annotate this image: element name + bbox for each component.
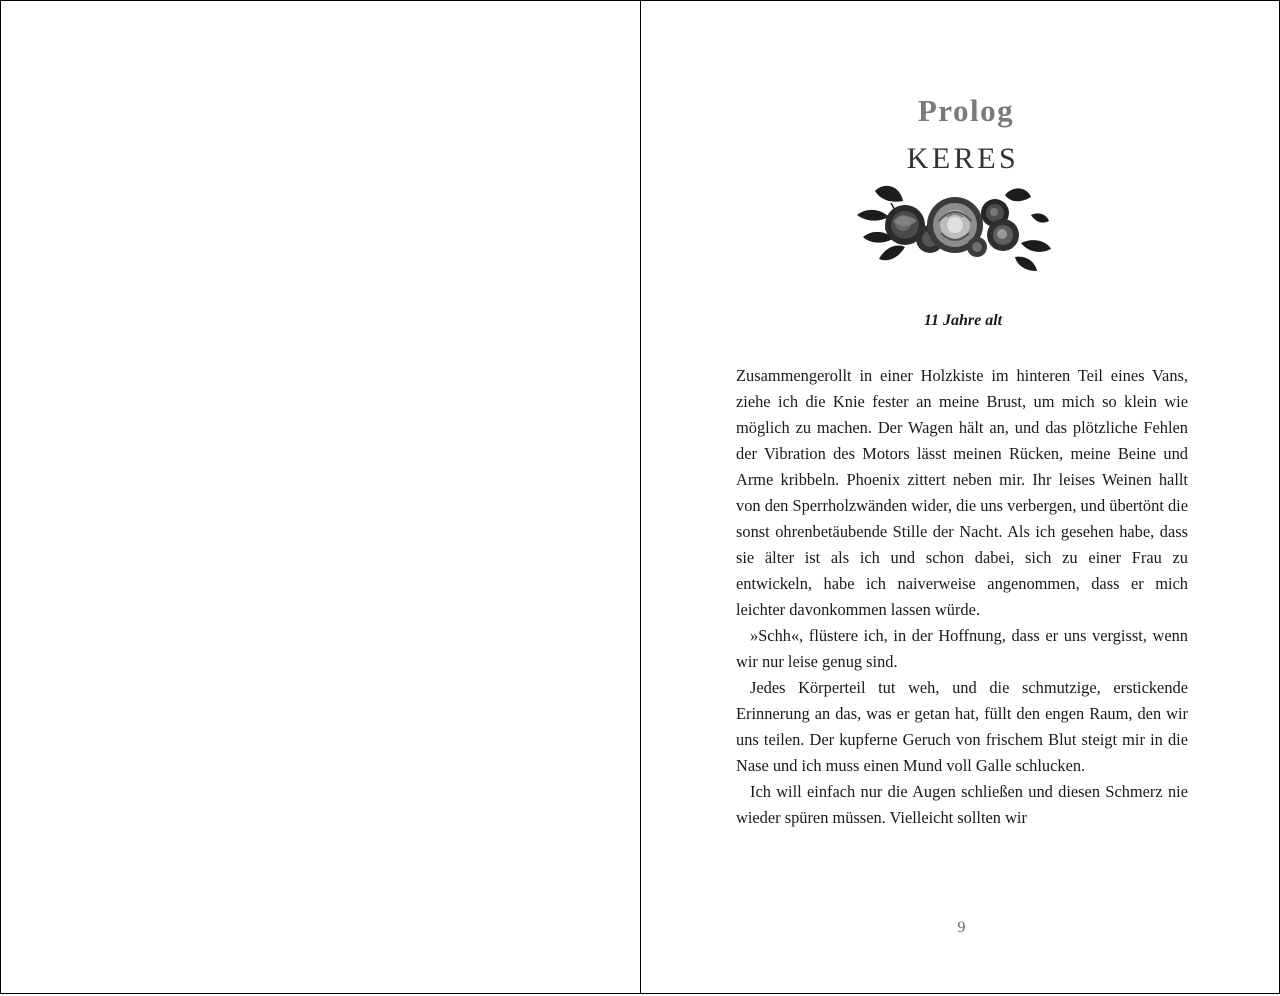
left-page-blank: [0, 0, 641, 994]
page-number: 9: [957, 919, 966, 936]
paragraph: »Schh«, flüstere ich, in der Hoffnung, dass er uns vergisst, wenn wir nur leise genug sind.: [736, 626, 1188, 671]
body-text: [736, 363, 1188, 831]
chapter-subtitle: 11 Jahre alt: [923, 312, 1003, 329]
paragraph: Ich will einfach nur die Augen schließen und diesen Schmerz nie wieder spüren müssen. Vielleicht sollten wir: [736, 782, 1188, 827]
chapter-label: Prolog: [917, 93, 1015, 128]
rose-bouquet-ornament: [855, 181, 1057, 273]
chapter-title: KERES: [906, 142, 1020, 175]
paragraph: Zusammengerollt in einer Holzkiste im hinteren Teil eines Vans, ziehe ich die Knie fester an meine Brust, um mich so klein wie möglich zu machen. Der Wagen hält an, und das plötzliche Fehlen der Vibration des Motors lässt meinen Rücken, meine Beine und Arme kribbeln. Phoenix zittert neben mir. Ihr leises Weinen hallt von den Sperrholzwänden wider, die uns verbergen, und übertönt die sonst ohrenbetäubende Stille der Nacht. Als ich gesehen habe, dass sie älter ist als ich und schon dabei, sich zu einer Frau zu entwickeln, habe ich naiverweise angenommen, dass er mich leichter davonkommen lassen würde.: [736, 366, 1188, 619]
right-page: [640, 0, 1280, 994]
paragraph: Jedes Körperteil tut weh, und die schmutzige, erstickende Erinnerung an das, was er getan hat, füllt den engen Raum, den wir uns teilen. Der kupferne Geruch von frischem Blut steigt mir in die Nase und ich muss einen Mund voll Galle schlucken.: [736, 678, 1188, 775]
